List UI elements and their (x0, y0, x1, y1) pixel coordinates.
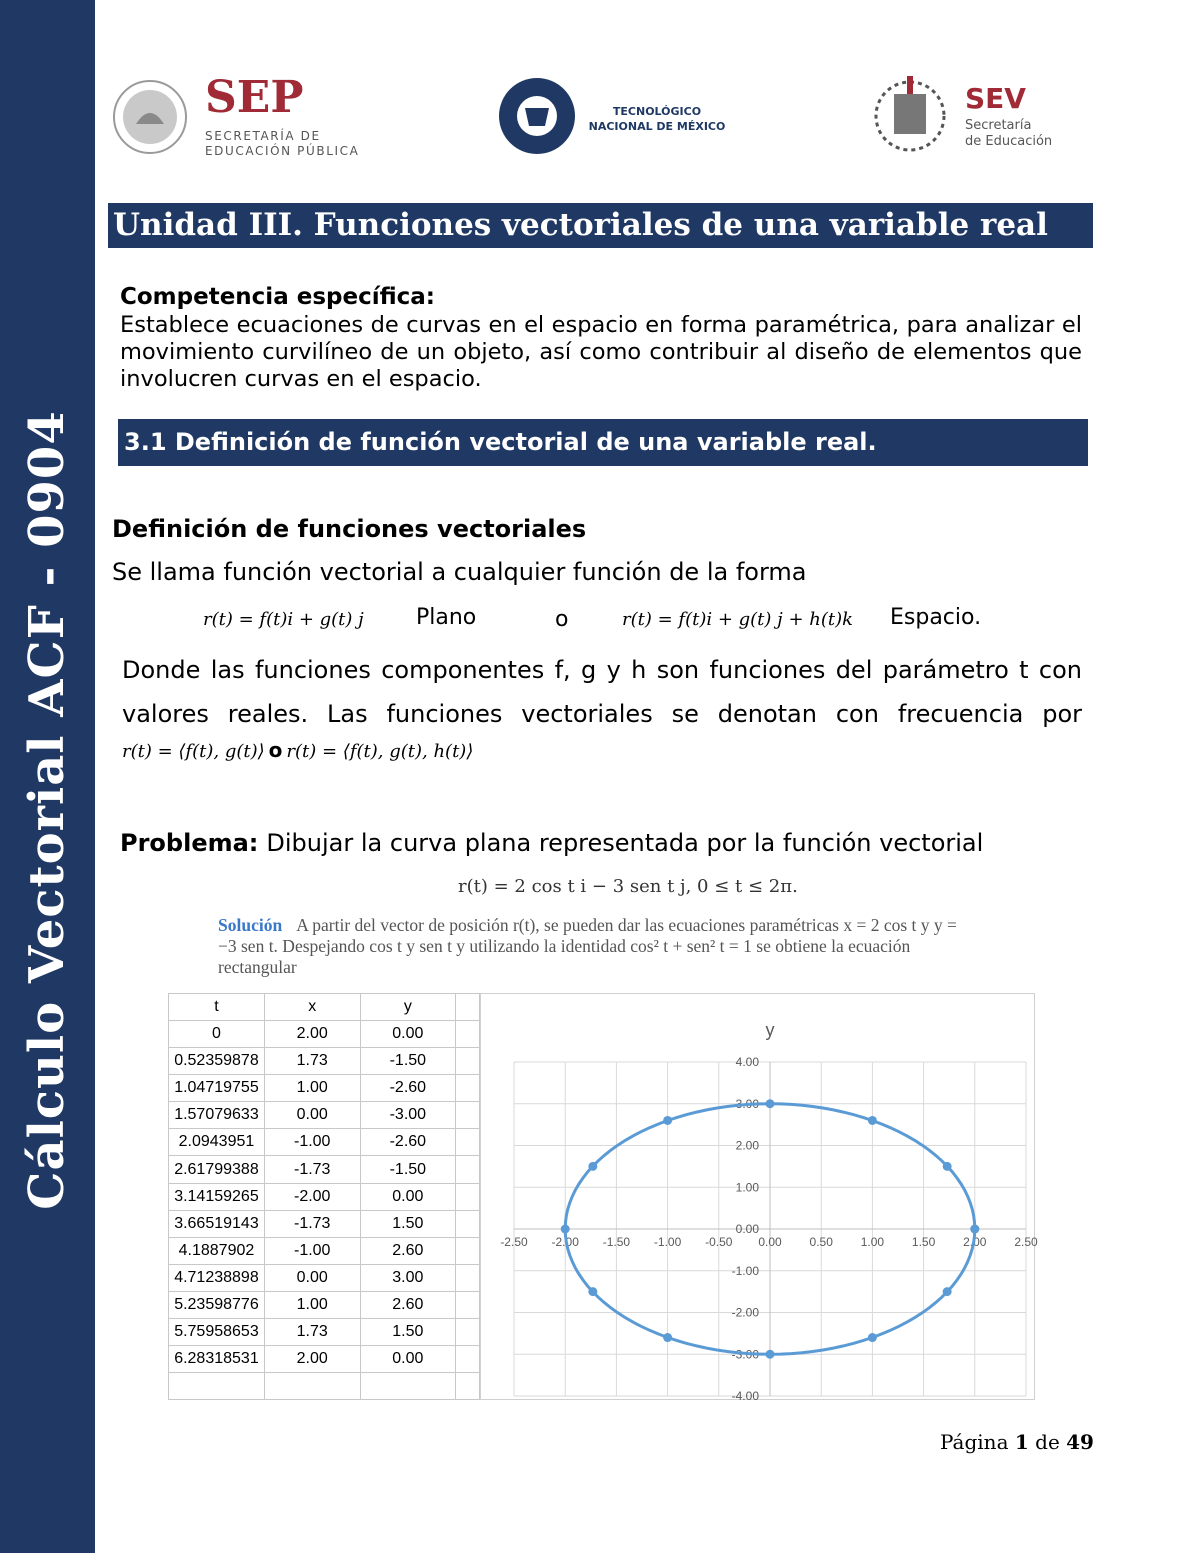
table-cell: -1.00 (264, 1129, 360, 1156)
table-header-row (169, 994, 480, 1021)
table-cell: 2.60 (360, 1291, 456, 1318)
header-t: t (169, 994, 265, 1021)
values-table (168, 993, 480, 1400)
table-cell: 0.00 (360, 1021, 456, 1048)
table-row (169, 1210, 480, 1237)
table-cell: 3.14159265 (169, 1183, 265, 1210)
data-point (970, 1225, 979, 1234)
page-number: Página 1 de 49 (940, 1430, 1094, 1454)
table-cell: 5.75958653 (169, 1319, 265, 1346)
table-cell: 1.57079633 (169, 1102, 265, 1129)
plane-label: Plano (416, 605, 477, 630)
tecnm-logo (495, 68, 735, 168)
header-x: x (264, 994, 360, 1021)
problem-label: Problema: (120, 829, 259, 857)
y-tick-label: 4.00 (735, 1055, 759, 1069)
table-cell: 3.66519143 (169, 1210, 265, 1237)
table-row (169, 1021, 480, 1048)
table-cell: -1.50 (360, 1156, 456, 1183)
table-cell: 1.50 (360, 1210, 456, 1237)
table-cell: 0.00 (264, 1264, 360, 1291)
table-cell: 1.00 (264, 1291, 360, 1318)
table-cell: 0 (169, 1021, 265, 1048)
y-tick-label: -2.00 (731, 1305, 759, 1320)
table-row (169, 1264, 480, 1291)
data-point (943, 1287, 952, 1296)
problem-equation: r(t) = 2 cos t i − 3 sen t j, 0 ≤ t ≤ 2π. (458, 876, 798, 897)
table-cell: 2.00 (264, 1346, 360, 1373)
x-tick-label: -1.50 (602, 1235, 631, 1249)
competencia-title: Competencia específica: (120, 284, 435, 310)
table-row (169, 1346, 480, 1373)
data-point (561, 1225, 570, 1234)
table-row (169, 1183, 480, 1210)
table-row (169, 1319, 480, 1346)
table-cell: -1.50 (360, 1048, 456, 1075)
data-point (588, 1162, 597, 1171)
solution-text: Solución A partir del vector de posición r(t), se pueden dar las ecuaciones paramétricas x = 2 cos t y y = −3 sen t. Despejando cos t y sen t y utilizando la identidad cos² t + sen² t = 1 se obtiene la ecuación rectangular (218, 915, 957, 977)
table-cell: -3.00 (360, 1102, 456, 1129)
table-cell: 1.73 (264, 1048, 360, 1075)
table-cell: -1.00 (264, 1237, 360, 1264)
definition-intro: Se llama función vectorial a cualquier función de la forma (112, 558, 807, 586)
chart-title: y (765, 1020, 775, 1040)
table-cell: -1.73 (264, 1156, 360, 1183)
or-label: o (555, 607, 569, 632)
table-row (169, 1129, 480, 1156)
x-tick-label: -0.50 (705, 1235, 733, 1249)
table-cell: 0.52359878 (169, 1048, 265, 1075)
unit-title: Unidad III. Funciones vectoriales de una variable real (108, 203, 1093, 248)
table-cell: 6.28318531 (169, 1346, 265, 1373)
table-row (169, 1075, 480, 1102)
table-row (169, 1237, 480, 1264)
sidebar-title: Cálculo Vectorial ACF - 0904 (19, 410, 75, 1210)
sep-word: SEP (205, 72, 304, 123)
table-cell: 2.00 (264, 1021, 360, 1048)
data-point (663, 1116, 672, 1125)
table-row (169, 1102, 480, 1129)
data-point (588, 1287, 597, 1296)
y-tick-label: 2.00 (735, 1138, 759, 1153)
data-point (943, 1162, 952, 1171)
table-cell: 0.00 (360, 1346, 456, 1373)
table-cell: 0.00 (264, 1102, 360, 1129)
x-tick-label: -1.00 (653, 1235, 682, 1249)
sev-word: SEV (965, 82, 1026, 115)
table-cell: 0.00 (360, 1183, 456, 1210)
header-y: y (360, 994, 456, 1021)
table-cell: 2.0943951 (169, 1129, 265, 1156)
gear-icon (495, 68, 580, 163)
table-row-empty (169, 1373, 480, 1400)
y-tick-label: 3.00 (735, 1096, 759, 1111)
definition-title: Definición de funciones vectoriales (112, 515, 587, 543)
table-cell: -2.60 (360, 1075, 456, 1102)
table-cell: 1.00 (264, 1075, 360, 1102)
formula-plane: r(t) = f(t)i + g(t) j (203, 609, 364, 630)
data-point (868, 1333, 877, 1342)
sep-logo (110, 72, 370, 162)
x-tick-label: 0.00 (758, 1235, 782, 1249)
veracruz-shield-icon (870, 72, 950, 157)
table-cell: 2.61799388 (169, 1156, 265, 1183)
x-tick-label: 2.50 (1014, 1235, 1038, 1249)
x-tick-label: -2.50 (500, 1235, 528, 1249)
table-cell: 1.50 (360, 1319, 456, 1346)
formula-space: r(t) = f(t)i + g(t) j + h(t)k (622, 609, 854, 630)
y-tick-label: 0.00 (735, 1222, 759, 1236)
y-tick-label: 1.00 (735, 1180, 759, 1195)
table-row (169, 1291, 480, 1318)
table-cell: 5.23598776 (169, 1291, 265, 1318)
problem-statement: Problema: Dibujar la curva plana representada por la función vectorial (120, 829, 984, 857)
data-point (766, 1350, 775, 1359)
sev-subtitle: Secretaría de Educación (965, 118, 1053, 149)
data-point (868, 1116, 877, 1125)
x-tick-label: 2.00 (963, 1235, 987, 1249)
tecnm-name: TECNOLÓGICO NACIONAL DE MÉXICO (588, 105, 726, 133)
y-tick-label: -4.00 (731, 1389, 759, 1403)
chart-svg (481, 994, 1036, 1401)
table-cell: 4.71238898 (169, 1264, 265, 1291)
y-tick-label: -3.00 (731, 1347, 759, 1362)
section-title: 3.1 Definición de función vectorial de una variable real. (118, 419, 1088, 466)
table-cell: 3.00 (360, 1264, 456, 1291)
sidebar (0, 0, 95, 1553)
data-point (766, 1099, 775, 1108)
table-cell: 4.1887902 (169, 1237, 265, 1264)
x-tick-label: 1.50 (911, 1235, 936, 1249)
table-cell: -2.00 (264, 1183, 360, 1210)
notation-line: r(t) = ⟨f(t), g(t)⟩ o r(t) = ⟨f(t), g(t), h(t)⟩ (122, 738, 474, 762)
x-tick-label: -2.00 (551, 1235, 579, 1249)
table-cell: 2.60 (360, 1237, 456, 1264)
table-row (169, 1048, 480, 1075)
space-label: Espacio. (890, 605, 982, 630)
table-cell: 1.04719755 (169, 1075, 265, 1102)
sep-subtitle: SECRETARÍA DE EDUCACIÓN PÚBLICA (205, 129, 360, 158)
data-point (663, 1333, 672, 1342)
table-cell: -1.73 (264, 1210, 360, 1237)
sev-logo (870, 72, 1080, 157)
competencia-text: Establece ecuaciones de curvas en el espacio en forma paramétrica, para analizar el movimiento curvilíneo de un objeto, así como contribuir al diseño de elementos que involucren curvas en el espacio. (120, 312, 1082, 392)
table-cell: 1.73 (264, 1319, 360, 1346)
y-tick-label: -1.00 (731, 1263, 759, 1278)
table-cell: -2.60 (360, 1129, 456, 1156)
ellipse-chart (480, 993, 1038, 1403)
x-tick-label: 1.00 (860, 1235, 885, 1249)
mexico-seal-icon (110, 72, 190, 162)
donde-paragraph: Donde las funciones componentes f, g y h son funciones del parámetro t con valores reales. Las funciones vectoriales se denotan con frecuencia por (122, 656, 1082, 728)
x-tick-label: 0.50 (809, 1235, 833, 1249)
table-row (169, 1156, 480, 1183)
